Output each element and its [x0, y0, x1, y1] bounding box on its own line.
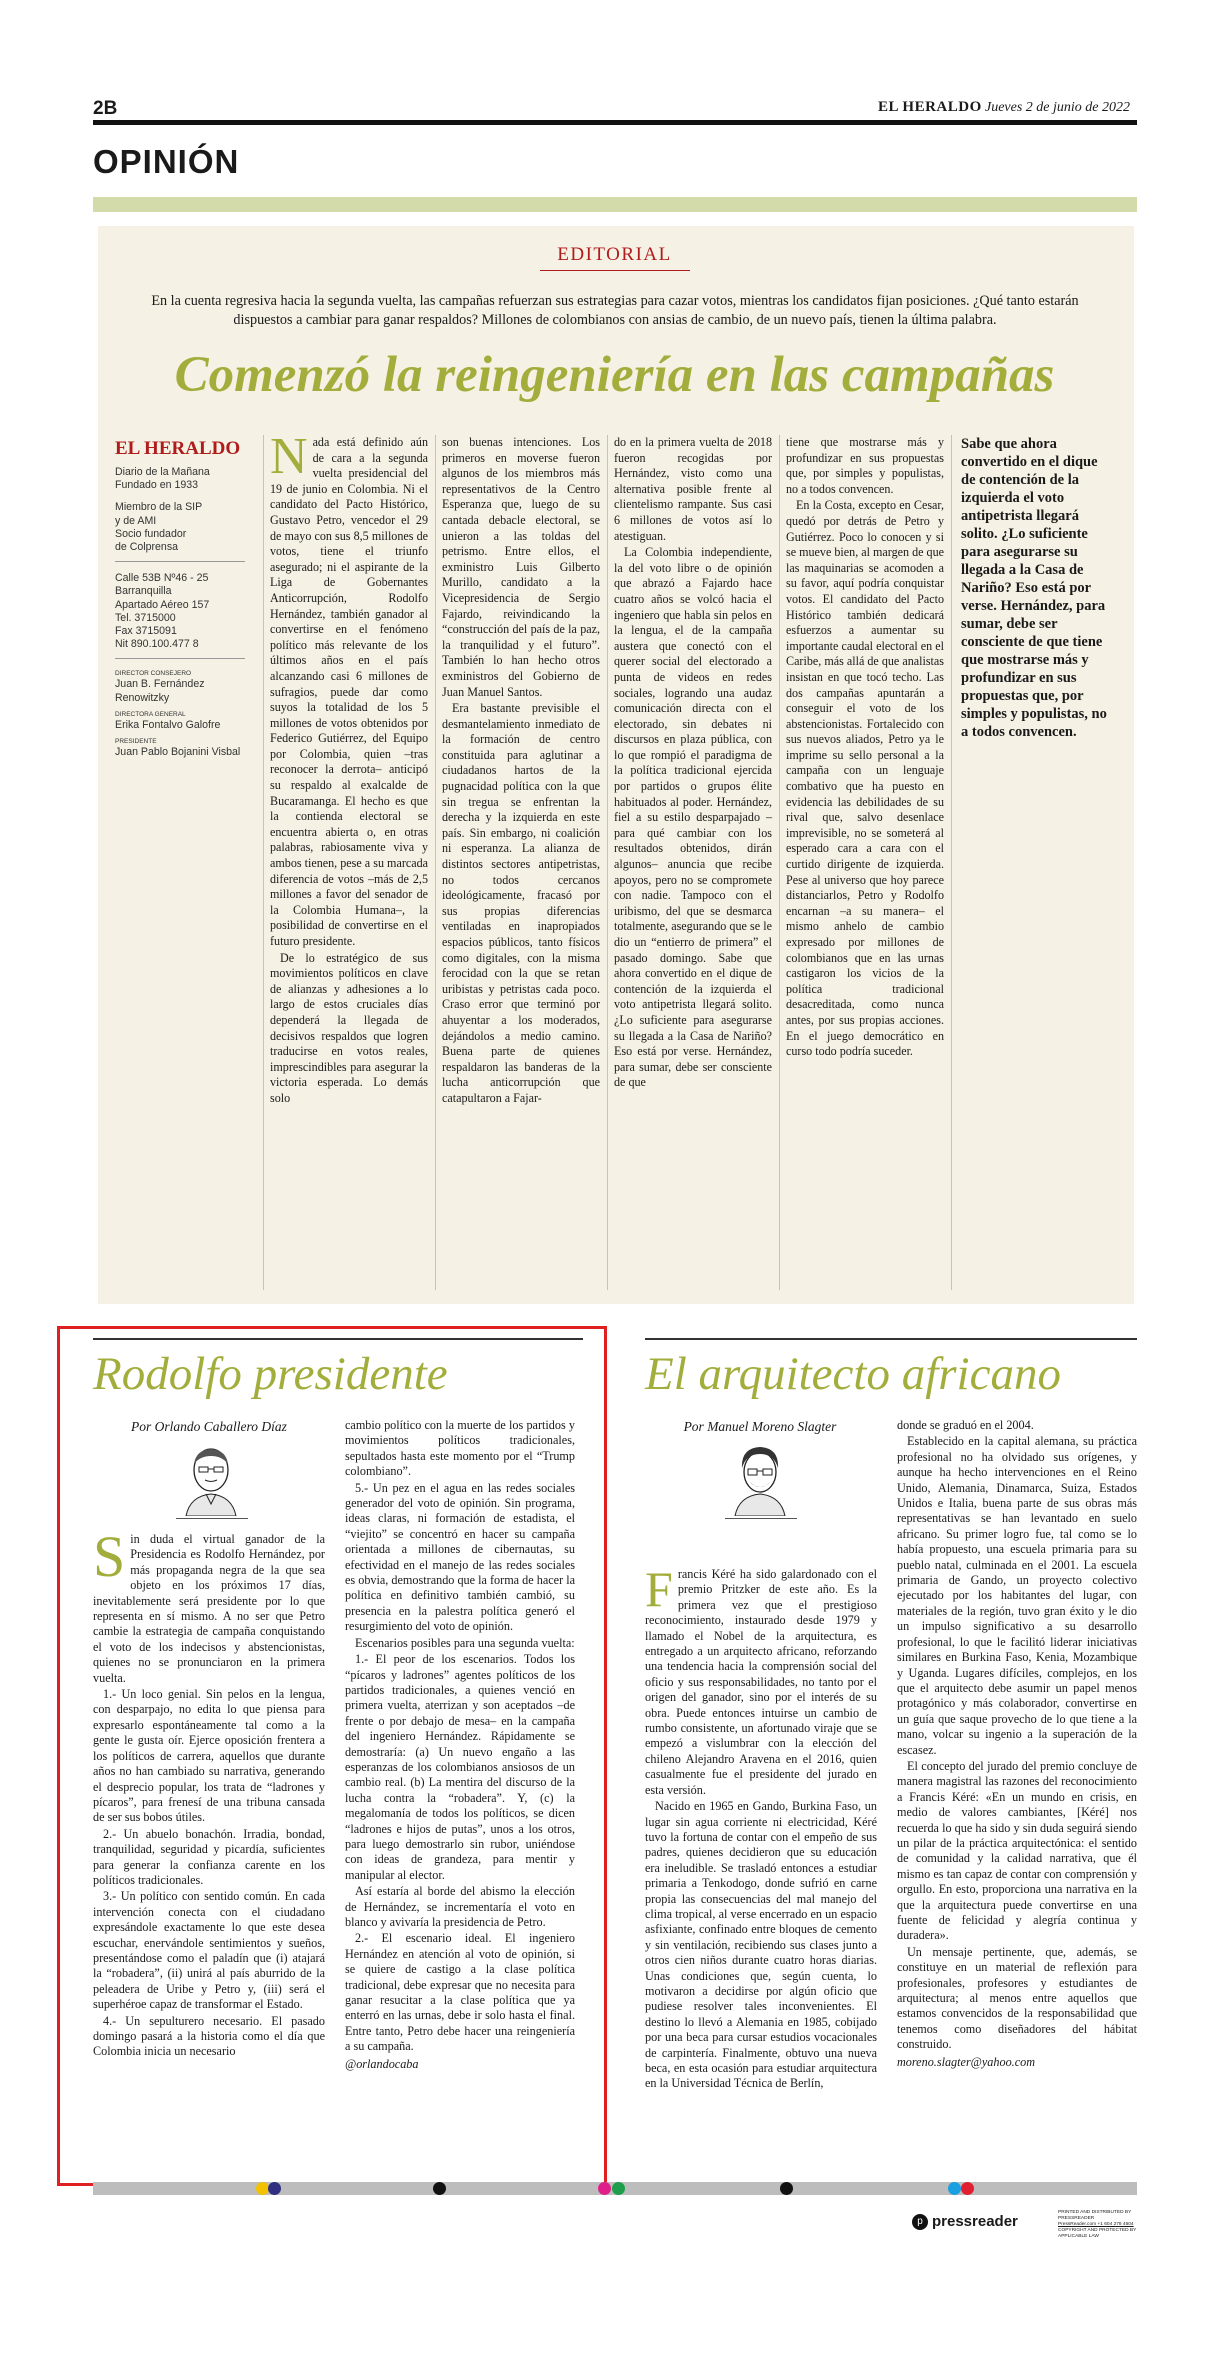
registration-mark	[948, 2182, 961, 2195]
author-signature: @orlandocaba	[345, 2056, 419, 2071]
registration-mark	[433, 2182, 446, 2195]
masthead-line: Calle 53B Nº46 - 25	[115, 572, 209, 585]
masthead-line: Fax 3715091	[115, 625, 177, 638]
pressreader-logo	[912, 2213, 1018, 2230]
columnist-portrait	[727, 1442, 793, 1516]
paragraph: son buenas intenciones. Los primeros en moverse fueron algunos de los miembros más representativos de la Centro Esperanza que, luego de su cantada debacle electoral, se unieron a las toldas del petrismo. Entre ellos, el exministro Luis Gilberto Murillo, candidato a la Vicepresidencia de Sergio Fajardo, reivindicando la “construcción del país de la paz, la tranquilidad y el futuro”. También lo han hecho otros exministros del Gobierno de Juan Manuel Santos.	[442, 435, 600, 699]
paper-name: EL HERALDO	[878, 99, 982, 115]
masthead-person: Juan Pablo Bojanini Visbal	[115, 746, 241, 759]
paragraph: El concepto del jurado del premio concluye de manera magistral las razones del reconocimiento a Francis Kéré: «En un mundo en crisis, en medio de valores cambiantes, [Kéré] nos recuerda lo que ha sido y sin duda seguirá siendo un pilar de la práctica arquitectónica: el sentido de comunidad y la calidad narrativa, que él mismo es tan capaz de contar con comprensión y orgullo. En esto, proporciona una narrativa en la que la arquitectura puede convertirse en una fuente de felicidad y alegría continua y duradera».	[897, 1758, 1137, 1943]
masthead-line: Nit 890.100.477 8	[115, 638, 199, 651]
masthead-line: Barranquilla	[115, 585, 172, 598]
editorial-label-rule	[540, 270, 690, 271]
paragraph: 2.- El escenario ideal. El ingeniero Hernández en atención al voto de opinión, si se quiere de castigo a la clase política tradicional, debe expresar que no necesita para ganar resucitar a la clase política que ya enterró en las urnas, debe ir solo hasta el final. Entre tanto, Petro debe hacer una reingeniería a su campaña.	[345, 1931, 575, 2054]
header-rule	[93, 120, 1137, 125]
masthead-line: Socio fundador	[115, 527, 187, 540]
paragraph: Escenarios posibles para una segunda vuelta:	[355, 1635, 575, 1650]
paragraph: En la Costa, excepto en Cesar, quedó por detrás de Petro y Gutiérrez. Poco lo conocen y si se mueve bien, al margen de que las maquinarias se acomoden a su favor, aquí podría conquistar votos. El candidato del Pacto Histórico también dedicará esfuerzos a aumentar su importante caudal electoral en el Caribe, más allá de que analistas insistan en que tocó techo. Las dos campañas apuntarán a conseguir el voto de los abstencionistas. Fortalecido con sus nuevos aliados, Petro ya le imprime su sello personal a la campaña con un lenguaje combativo que ha puesto en evidencia las debilidades de su rival que, salvo desenlace imprevisible, no se someterá al esperado cara a cara con el curtido dirigente de izquierda. Pese al universo que hoy parece distanciarlos, Petro y Rodolfo encarnan –a su manera– el mismo anhelo de cambio expresado por millones de colombianos que en las urnas castigaron los vicios de la política tradicional desacreditada, como nunca antes, por sus propias acciones. En el juego democrático en curso todo podría suceder.	[786, 498, 944, 1059]
drop-cap: S	[93, 1524, 126, 1589]
section-band	[93, 197, 1137, 212]
paragraph: Sin duda el virtual ganador de la Presidencia es Rodolfo Hernández, por más propaganda negra de la que sea objeto en los próximos 17 días, inevitablemente será presidente por lo que representa en sí mismo. A no ser que Petro cambie la estrategia de campaña conquistando el voto de los indecisos y abstencionistas, quienes no se pronunciaron en la primera vuelta.	[93, 1524, 325, 1685]
drop-cap: F	[645, 1561, 673, 1617]
masthead-line: Diario de la Mañana	[115, 466, 210, 478]
editorial-headline: Comenzó la reingeniería en las campañas	[174, 347, 1055, 403]
paragraph: Era bastante previsible el desmantelamiento inmediato de la formación de centro constituida para aglutinar a ciudadanos hartos de la pugnacidad política con la que sin tregua se enfrentan la derecha y la izquierda en este país. Sin embargo, ni coalición ni esperanza. La alianza de distintos sectores antipetristas, no todos cercanos ideológicamente, fracasó por sus propias diferencias ventiladas en inapropiados espacios públicos, tanto físicos como digitales, con la misma ferocidad con la que se retan uribistas y petristas cada poco. Craso error que terminó por ahuyentar a los moderados, dejándolos a medio camino. Buena parte de quienes respaldaron las banderas de la lucha anticorrupción que catapultaron a Fajar-	[442, 701, 600, 1105]
paragraph: Nacido en 1965 en Gando, Burkina Faso, un lugar sin agua corriente ni electricidad, Kéré tuvo la fortuna de contar con el empeño de sus padres, quienes decidieron que su educación era ineludible. Se trasladó entonces a estudiar primaria a Tenkodogo, donde sufrió en carne propia las consecuencias del mal manejo del clima tropical, al verse encerrado en un espacio asfixiante, confinado entre bloques de cemento y sin ventilación, recibiendo sus clases junto a otros cien niños durante cuatro horas diarias. Unas condiciones que, según cuenta, lo motivaron a decidirse por algún oficio que pudiese resolver tales inconvenientes. El destino lo llevó a Alemania en 1985, cobijado por una beca para cursar estudios vocacionales de carpintería. Finalmente, obtuvo una nueva beca, en esta ocasión para estudiar arquitectura en la Universidad Técnica de Berlín,	[645, 1799, 877, 2091]
paragraph: tiene que mostrarse más y profundizar en sus propuestas que, por simples y populistas, no a todos convencen.	[786, 435, 944, 496]
paragraph: Así estaría al borde del abismo la elección de Hernández, se incrementaría el voto en blanco y avivaría la presidencia de Petro.	[345, 1884, 575, 1929]
editorial-columns	[263, 428, 1118, 1290]
masthead-line: Fundado en 1933	[115, 479, 199, 492]
portrait-sketch-icon	[727, 1442, 793, 1516]
right-top-rule	[645, 1338, 1137, 1340]
author-signature: moreno.slagter@yahoo.com	[897, 2054, 1036, 2069]
masthead-line: y de AMI	[115, 514, 157, 527]
paragraph: 5.- Un pez en el agua en las redes sociales generador del voto de opinión. Sin programa, ideas claras, ni formación de estadista, el “viejito” se concentró en hacer su campaña orientada a millones de cibernautas, su efectividad en el manejo de las redes sociales es obvia, demostrando que la forma de hacer la política en definitivo también cambió, su presencia en la palestra política generó el resurgimiento del voto de opinión.	[345, 1480, 575, 1634]
left-column-headline: Rodolfo presidente	[93, 1348, 448, 1400]
paragraph: Francis Kéré ha sido galardonado con el premio Pritzker de este año. Es la primera vez que el prestigioso reconocimiento, instaurado desde 1979 y llamado el Nobel de la arquitectura, es entregado a un arquitecto africano, reforzando una tendencia hacia la comprensión social del oficio y sus responsabilidades, no tanto por el origen del ganador, sino por el interés de su obra. Puede entonces intuirse un cambio de rumbo consistente, un afortunado viraje que se empezó a vislumbrar con la elección del chileno Alejandro Aravena en el 2016, quien casualmente fue el presidente del jurado en esta versión.	[645, 1561, 877, 1797]
left-column-byline: Por Orlando Caballero Díaz	[131, 1419, 287, 1434]
registration-mark	[612, 2182, 625, 2195]
editorial-intro: En la cuenta regresiva hacia la segunda vuelta, las campañas refuerzan sus estrategias para cazar votos, mientras los candidatos fijan posiciones. ¿Qué tanto estarán dispuestos a cambiar para ganar respaldos? Millones de colombianos con ansias de cambio, de un nuevo país, tienen la última palabra.	[151, 293, 1079, 328]
portrait-rule	[725, 1518, 797, 1519]
right-column-text-1	[645, 1561, 877, 2093]
editorial-column-2	[442, 435, 600, 1108]
paragraph: cambio político con la muerte de los partidos y movimientos políticos tradicionales, sepultados hasta este momento por el “Trump colombiano”.	[345, 1418, 575, 1479]
selection-highlight-box	[57, 1326, 607, 2186]
masthead-line: Miembro de la SIP	[115, 501, 203, 514]
editorial-pullquote: Sabe que ahora convertido en el dique de contención de la izquierda el voto antipetrista llegará solito. ¿Lo suficiente para asegurarse su llegada a la Casa de Nariño? Eso está por verse. Hernández, para sumar, debe ser consciente de que tiene que mostrarse más y profundizar en sus propuestas que, por simples y populistas, no a todos convencen.	[961, 436, 1107, 740]
masthead-role: PRESIDENTE	[115, 738, 157, 746]
editorial-label: EDITORIAL	[557, 244, 672, 265]
registration-mark	[598, 2182, 611, 2195]
masthead-line: Tel. 3715000	[115, 611, 176, 624]
paragraph: do en la primera vuelta de 2018 fueron recogidas por Hernández, visto como una alternativa posible frente al clientelismo rampante. Sus casi 6 millones de votos así lo atestiguan.	[614, 435, 772, 543]
paragraph: 1.- Un loco genial. Sin pelos en la lengua, con desparpajo, no edita lo que piensa para expresarlo espontáneamente tal como a la gente le gusta oír. Ejerce oposición frentera a los políticos de carrera, aquellos que durante años no han cambiado su narrativa, generando el desprecio popular, los trata de “ladrones y pícaros”, para frenesí de una tribuna cansada de ser sus bobos útiles.	[93, 1687, 325, 1825]
paragraph: 3.- Un político con sentido común. En cada intervención conecta con el ciudadano expresándole exactamente lo que este desea escuchar, enervándole sentimientos y sueños, presentándose como el paladín que (i) atajará la “robadera”, (ii) unirá al país aburrido de la peleadera de Uribe y Petro y, (iii) será el superhéroe capaz de transformar el Estado.	[93, 1889, 325, 2012]
drop-cap: N	[270, 428, 308, 485]
paragraph: 1.- El peor de los escenarios. Todos los “pícaros y ladrones” agentes políticos de los partidos tradicionales, a quienes venció en primera vuelta, aterrizan y son aceptados –de frente o por debajo de mesa– en la campaña del ingeniero Hernández. Rápidamente se demostraría: (a) Un nuevo engaño a las esperanzas de los colombianos ansiosos de un cambio real. (b) La mentira del discurso de la lucha contra la “robadera”. Y, (c) la megalomanía de todos los políticos, se dicen “ladrones e hijos de putas”, unos a los otros, para luego demostrarlo sin rubor, uniéndose con ideas de grandeza, para mentir y manipular al elector.	[345, 1652, 575, 1882]
paragraph: La Colombia independiente, la del voto libre o de opinión que abrazó a Fajardo hace cuatro años se volcó hacia el ingeniero que habla sin pelos en la lengua, el de la campaña austera que conectó con el querer social del electorado a punta de videos en redes sociales, logrando una audaz comunicación directa con el electorado, sin debates ni discursos en plaza pública, con lo que rompió el paradigma de la política tradicional ejercida por partidos o grupos élite habituados al poder. Hernández, fiel a su estilo desparpajado –para qué cambiar con los resultados obtenidos, dirán algunos– anuncia que recibe apoyos, pero no se compromete con nadie. Tampoco con el uribismo, del que se desmarca totalmente, asegurando que se le dio un “entierro de primera” el pasado domingo. Sabe que ahora convertido en el dique de contención de la izquierda el voto antipetrista llegará solito. ¿Lo suficiente para asegurarse su llegada a la Casa de Nariño? Eso está por verse. Hernández, para sumar, debe ser consciente de que	[614, 545, 772, 1090]
paragraph: 2.- Un abuelo bonachón. Irradia, bondad, tranquilidad, seguridad y picardía, suficientes para generar la confianza carente en los políticos tradicionales.	[93, 1826, 325, 1887]
masthead-line: de Colprensa	[115, 541, 179, 554]
right-column-text-2	[897, 1418, 1137, 2071]
page-number: 2B	[93, 98, 118, 119]
right-column-headline: El arquitecto africano	[645, 1348, 1061, 1400]
paragraph: De lo estratégico de sus movimientos políticos en clave de alianzas y adhesiones a lo largo de estos cruciales días dependerá la llegada de decisivos respaldos que logren traducirse en votos reales, imprescindibles para asegurar la victoria esperada. Lo demás solo	[270, 950, 428, 1105]
right-column-byline: Por Manuel Moreno Slagter	[683, 1419, 837, 1434]
page-date: Jueves 2 de junio de 2022	[985, 100, 1131, 115]
paragraph: Establecido en la capital alemana, su práctica profesional no ha olvidado sus orígenes, y aunque ha hecho intervenciones en el Reino Unido, Alemania, Dinamarca, Suiza, Estados Unidos e Italia, buena parte de sus obras más representativas se han levantado en suelo africano. Su primer logro fue, tal como se lo había propuesto, una escuela primaria para su pueblo natal, culminada en el 2001. La escuela primaria de Gando, un proyecto colectivo ejecutado por los habitantes del lugar, con materiales de la región, tuvo gran éxito y le dio un impulso significativo a su desarrollo profesional, lo que le facilitó liderar iniciativas similares en Burkina Faso, Kenia, Mozambique y Uganda. Lugares difíciles, complejos, en los que el arquitecto debe asumir un papel menos protagónico y más colaborador, convertirse en un guía que saque provecho de lo que tiene a la mano, volcar su ingenio a la superación de la escasez.	[897, 1434, 1137, 1757]
editorial-column-3	[614, 435, 772, 1092]
editorial-column-4	[786, 435, 944, 1061]
masthead-line: Apartado Aéreo 157	[115, 598, 210, 611]
masthead-person: Juan B. Fernández Renowitzky	[115, 678, 205, 704]
paragraph: Un mensaje pertinente, que, además, se constituye en un material de reflexión para profesionales, profesores y estudiantes de arquitectura; al menos entre aquellos que estamos convencidos de la responsabilidad que tenemos como diseñadores del hábitat construido.	[897, 1944, 1137, 2052]
paragraph: Nada está definido aún de cara a la segunda vuelta presidencial del 19 de junio en Colombia. Ni el candidato del Pacto Histórico, Gustavo Petro, vencedor el 29 de mayo con sus 8,5 millones de votos, tiene el triunfo asegurado; ni el aspirante de la Liga de Gobernantes Anticorrupción, Rodolfo Hernández, también ganador al convertirse en el fenómeno político más relevante de los últimos años en el país alcanzando casi 6 millones de sufragios, puede dar como suyos la totalidad de los 5 millones de votos obtenidos por Federico Gutiérrez, del Equipo por Colombia, quien –tras reconocer la derrota– anticipó su respaldo al exalcalde de Bucaramanga. El hecho es que la contienda electoral se encuentra abierta o, en otras palabras, rabiosamente viva y ambos tienen, pese a su marcada diferencia de votos –más de 2,5 millones a favor del senador de la Colombia Humana–, la posibilidad de convertirse en el futuro presidente.	[270, 428, 428, 948]
masthead-name: EL HERALDO	[115, 438, 241, 459]
registration-mark	[961, 2182, 974, 2195]
paragraph: 4.- Un sepulturero necesario. El pasado domingo pasará a la historia como el día que Colombia inicia un necesario	[93, 2013, 325, 2059]
editorial-masthead	[115, 438, 245, 759]
masthead-person: Erika Fontalvo Galofre	[115, 718, 221, 731]
section-title: OPINIÓN	[93, 143, 240, 180]
registration-mark	[780, 2182, 793, 2195]
masthead-role: DIRECTORA GENERAL	[115, 710, 186, 718]
masthead-role: DIRECTOR CONSEJERO	[115, 670, 192, 678]
registration-mark	[268, 2182, 281, 2195]
pressreader-icon: p	[912, 2214, 928, 2230]
paragraph: donde se graduó en el 2004.	[897, 1418, 1034, 1432]
pressreader-brand: pressreader	[932, 2213, 1018, 2230]
editorial-column-1	[270, 428, 428, 1108]
pressreader-notice: PRINTED AND DISTRIBUTED BY PRESSREADER PressReader.com +1 604 278 4604 COPYRIGHT AND PROTECTED BY APPLICABLE LAW	[1058, 2210, 1137, 2239]
